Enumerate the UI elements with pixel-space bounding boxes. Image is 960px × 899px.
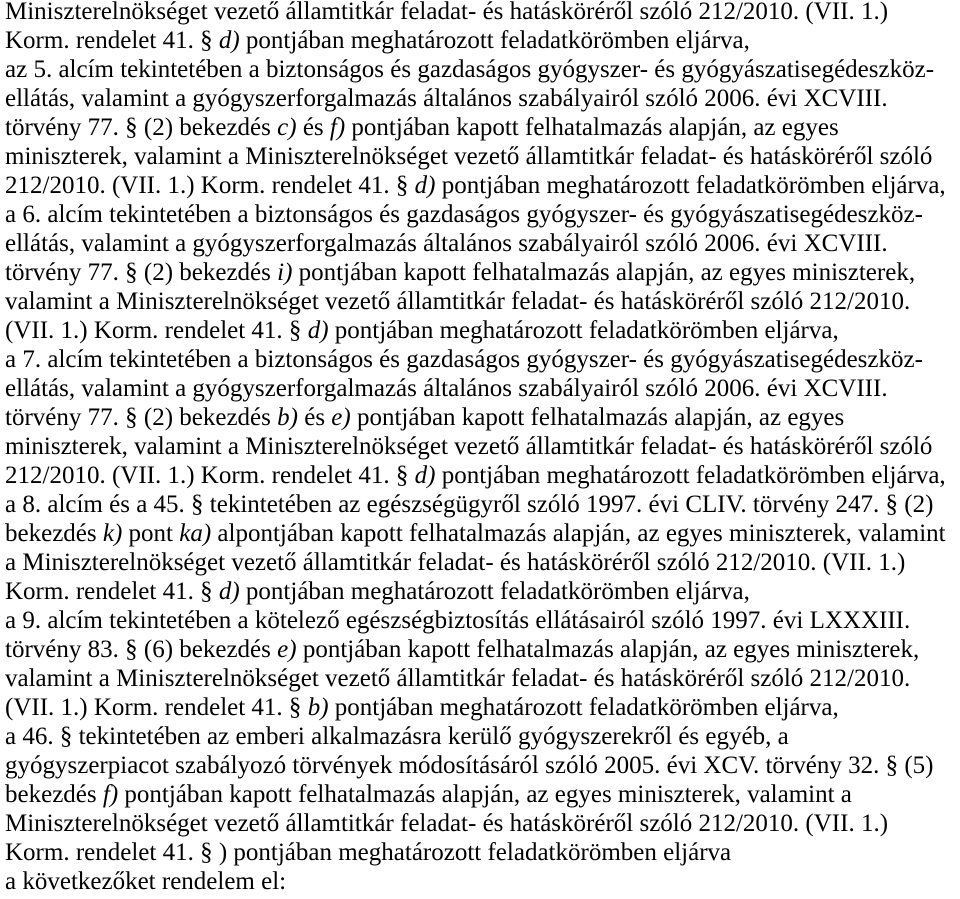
italic-point-reference: b) [277, 404, 298, 431]
text-segment: a következőket rendelem el: [5, 868, 287, 895]
text-segment: ellátás, valamint a gyógyszerforgalmazás általános szabályairól szóló 2006. évi XCVIII. [5, 230, 888, 257]
text-segment: valamint a Miniszterelnökséget vezető államtitkár feladat- és hatásköréről szóló 212/2010. [5, 665, 911, 692]
text-segment: pontjában meghatározott feladatkörömben eljárva, [328, 317, 839, 344]
text-segment: törvény 77. § (2) bekezdés [5, 114, 278, 141]
text-line [5, 345, 957, 374]
text-line [5, 287, 957, 316]
text-line [5, 374, 957, 403]
text-segment: miniszterek, valamint a Miniszterelnökséget vezető államtitkár feladat- és hatásköréről szóló [5, 143, 933, 170]
text-line [5, 26, 957, 55]
text-line [5, 142, 957, 171]
italic-point-reference: d) [218, 578, 240, 605]
document-body [5, 0, 957, 896]
text-segment: a 8. alcím és a 45. § tekintetében az egészségügyről szóló 1997. évi CLIV. törvény 247. § (2) [5, 491, 934, 518]
text-segment: pontjában meghatározott feladatkörömben eljárva, [239, 27, 750, 54]
text-line [5, 664, 957, 693]
text-segment: törvény 77. § (2) bekezdés [5, 259, 278, 286]
text-segment: pontjában kapott felhatalmazás alapján, az egyes [350, 404, 845, 431]
text-line [5, 490, 957, 519]
text-segment: a 46. § tekintetében az emberi alkalmazásra kerülő gyógyszerekről és egyéb, a [5, 723, 789, 750]
text-segment: pontjában kapott felhatalmazás alapján, az egyes miniszterek, valamint a [118, 781, 852, 808]
text-line [5, 548, 957, 577]
text-line [5, 809, 957, 838]
text-segment: Korm. rendelet 41. § ) pontjában meghatározott feladatkörömben eljárva [5, 839, 732, 866]
text-line [5, 606, 957, 635]
text-segment: (VII. 1.) Korm. rendelet 41. § [5, 694, 308, 721]
text-segment: ellátás, valamint a gyógyszerforgalmazás általános szabályairól szóló 2006. évi XCVIII. [5, 375, 888, 402]
text-line [5, 316, 957, 345]
text-segment: bekezdés [5, 520, 103, 547]
italic-point-reference: b) [307, 694, 329, 721]
text-segment: törvény 77. § (2) bekezdés [5, 404, 278, 431]
text-line [5, 635, 957, 664]
text-line [5, 519, 957, 548]
text-segment: pont [122, 520, 180, 547]
text-segment: pontjában kapott felhatalmazás alapján, az egyes [345, 114, 839, 141]
text-segment: 212/2010. (VII. 1.) Korm. rendelet 41. § [5, 462, 415, 489]
text-segment: Miniszterelnökséget vezető államtitkár feladat- és hatásköréről szóló 212/2010. (VII. 1.) [5, 810, 889, 837]
text-segment: pontjában meghatározott feladatkörömben eljárva, [328, 694, 839, 721]
text-segment: és [297, 404, 332, 431]
text-line [5, 722, 957, 751]
text-segment: gyógyszerpiacot szabályozó törvények módosításáról szóló 2005. évi XCV. törvény 32. § (5) [5, 752, 934, 779]
text-segment: a 7. alcím tekintetében a biztonságos és gazdaságos gyógyszer- és gyógyászatisegédeszköz- [5, 346, 923, 373]
italic-point-reference: k) [102, 520, 123, 547]
text-segment: pontjában kapott felhatalmazás alapján, az egyes miniszterek, [296, 636, 920, 663]
text-line [5, 838, 957, 867]
text-line [5, 0, 957, 26]
italic-point-reference: ka) [179, 520, 212, 547]
text-line [5, 461, 957, 490]
text-line [5, 693, 957, 722]
text-line [5, 200, 957, 229]
text-line [5, 432, 957, 461]
text-segment: a Miniszterelnökséget vezető államtitkár feladat- és hatásköréről szóló 212/2010. (VII. 1.) [5, 549, 906, 576]
text-segment: pontjában meghatározott feladatkörömben eljárva, [435, 462, 946, 489]
italic-point-reference: d) [218, 27, 240, 54]
text-segment: valamint a Miniszterelnökséget vezető államtitkár feladat- és hatásköréről szóló 212/2010. [5, 288, 911, 315]
text-line [5, 113, 957, 142]
text-line [5, 780, 957, 809]
italic-point-reference: f) [102, 781, 119, 808]
text-line [5, 403, 957, 432]
text-line [5, 171, 957, 200]
text-segment: törvény 83. § (6) bekezdés [5, 636, 278, 663]
text-segment: és [296, 114, 330, 141]
text-segment: miniszterek, valamint a Miniszterelnökséget vezető államtitkár feladat- és hatásköréről szóló [5, 433, 933, 460]
text-segment: alpontjában kapott felhatalmazás alapján, az egyes miniszterek, valamint [211, 520, 946, 547]
text-segment: Korm. rendelet 41. § [5, 578, 219, 605]
text-segment: Miniszterelnökséget vezető államtitkár feladat- és hatásköréről szóló 212/2010. (VII. 1.) [5, 0, 889, 25]
text-line [5, 229, 957, 258]
italic-point-reference: c) [277, 114, 297, 141]
text-segment: bekezdés [5, 781, 103, 808]
text-segment: pontjában meghatározott feladatkörömben eljárva, [239, 578, 750, 605]
text-segment: a 6. alcím tekintetében a biztonságos és gazdaságos gyógyszer- és gyógyászatisegédeszköz- [5, 201, 923, 228]
italic-point-reference: f) [329, 114, 346, 141]
text-line [5, 55, 957, 84]
italic-point-reference: e) [331, 404, 351, 431]
italic-point-reference: i) [277, 259, 293, 286]
text-segment: 212/2010. (VII. 1.) Korm. rendelet 41. § [5, 172, 415, 199]
text-segment: Korm. rendelet 41. § [5, 27, 219, 54]
text-line [5, 867, 957, 896]
text-line [5, 258, 957, 287]
text-line [5, 751, 957, 780]
text-line [5, 84, 957, 113]
text-line [5, 577, 957, 606]
text-segment: (VII. 1.) Korm. rendelet 41. § [5, 317, 308, 344]
text-segment: az 5. alcím tekintetében a biztonságos és gazdaságos gyógyszer- és gyógyászatisegédeszköz- [5, 56, 935, 83]
text-segment: pontjában kapott felhatalmazás alapján, az egyes miniszterek, [292, 259, 916, 286]
italic-point-reference: e) [277, 636, 297, 663]
italic-point-reference: d) [307, 317, 329, 344]
italic-point-reference: d) [414, 462, 436, 489]
text-segment: pontjában meghatározott feladatkörömben eljárva, [435, 172, 946, 199]
italic-point-reference: d) [414, 172, 436, 199]
text-segment: ellátás, valamint a gyógyszerforgalmazás általános szabályairól szóló 2006. évi XCVIII. [5, 85, 888, 112]
text-segment: a 9. alcím tekintetében a kötelező egészségbiztosítás ellátásairól szóló 1997. évi LXXXIII. [5, 607, 911, 634]
